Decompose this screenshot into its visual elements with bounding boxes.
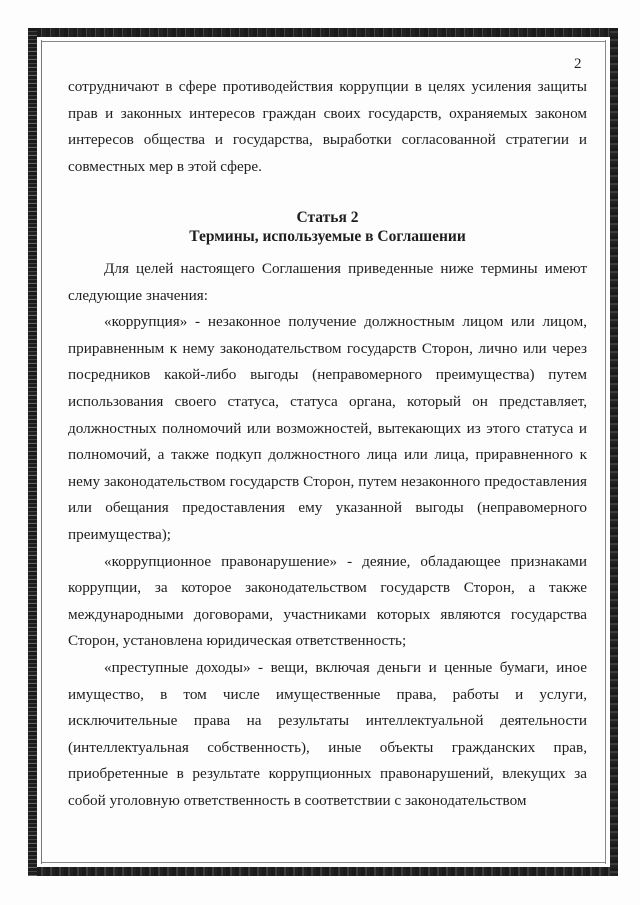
article-body [68,256,587,814]
article-title: Термины, используемые в Соглашении [189,228,466,245]
paragraph-corruption: «коррупция» - незаконное получение должностным лицом или лицом, приравненным к нему законодательством государств Сторон, лично или через посредников какой-либо выгоды (неправомерного преимущества) путем использования своего статуса, статуса органа, который он представляет, должностных полномочий или возможностей, вытекающих из этого статуса и полномочий, а также подкуп должностного лица или лица, приравненного к нему законодательством государств Сторон, путем незаконного предоставления или обещания предоставления ему указанной выгоды (неправомерного преимущества); [68,313,587,543]
scan-frame-top [28,28,618,37]
scan-frame-right [610,28,618,876]
scan-frame-inner-bottom [41,862,606,863]
paragraph-criminal-proceeds: «преступные доходы» - вещи, включая деньги и ценные бумаги, иное имущество, в том числе имущественные права, работы и услуги, исключительные права на результаты интеллектуальной деятельности (интеллектуальная собственность), иные объекты гражданских прав, приобретенные в результате коррупционных правонарушений, влекущих за собой уголовную ответственность в соответствии с законодательством [68,658,587,809]
article-number: Статья 2 [296,209,359,226]
paragraph-corruption-offense: «коррупционное правонарушение» - деяние, обладающее признаками коррупции, за которое законодательством государств Сторон, а также международными договорами, участниками которых являются государства Сторон, установлена юридическая ответственность; [68,552,587,650]
article-heading [68,208,587,246]
scan-frame-inner-right [605,40,606,864]
scan-frame-bottom [28,867,618,876]
intro-paragraph: сотрудничают в сфере противодействия коррупции в целях усиления защиты прав и законных интересов граждан своих государств, охраняемых законом интересов общества и государства, выработки согласованной стратегии и совместных мер в этой сфере. [68,78,587,175]
page-number: 2 [574,56,582,72]
scan-frame-inner-left [41,40,42,864]
paragraph-definitions-intro: Для целей настоящего Соглашения приведенные ниже термины имеют следующие значения: [68,260,587,304]
scan-frame-left [28,28,37,876]
scan-frame-inner-top [41,41,606,42]
intro-block [68,74,587,180]
